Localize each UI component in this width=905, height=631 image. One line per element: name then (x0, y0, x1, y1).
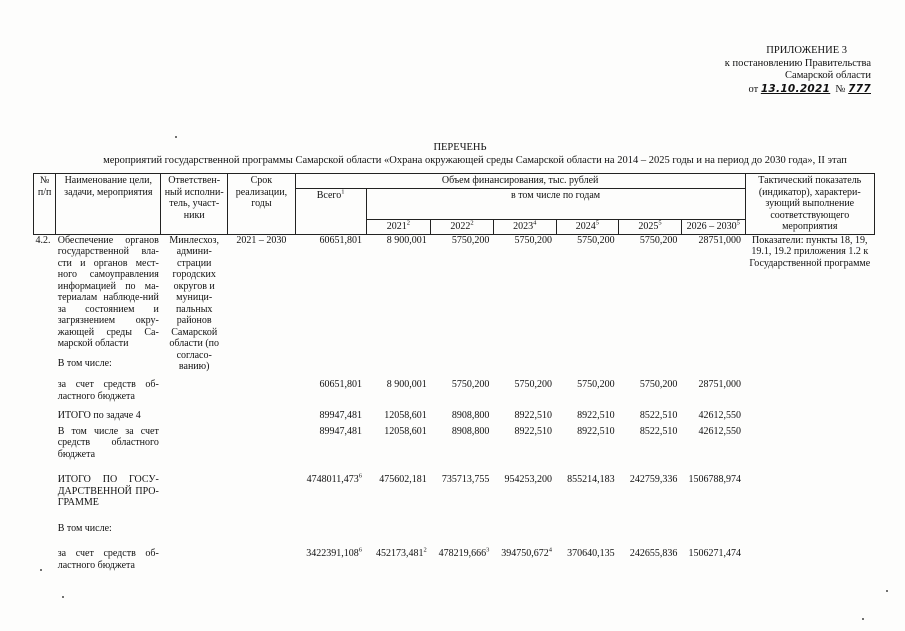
number-label: № (835, 83, 846, 95)
row-value: 1506788,974 (688, 474, 742, 485)
row-total: 89947,481 (319, 425, 363, 437)
incl-label: В том числе: (57, 357, 112, 369)
table-header (34, 174, 875, 235)
row-value: 475602,181 (379, 474, 427, 485)
handwritten-number: 777 (848, 82, 871, 95)
row-value: 5750,200 (514, 234, 553, 246)
row-value: 8922,510 (514, 410, 553, 421)
appendix-date-line (640, 83, 871, 97)
table-row (34, 234, 875, 350)
row-value: 28751,000 (698, 379, 742, 390)
header-period: Срок реализации, годы (228, 174, 296, 235)
row-executor: Минлесхоз, админи-страции городских округов и муници-пальных районов Самарской области (по согласо-ванию) (169, 234, 220, 372)
row-name: Обеспечение органов государственной вла-сти и органов мест-ного самоуправления информацией по ма-териалам наблюде-ний за состоянием и загрязнением окру-жающей среды Са-марской области (57, 234, 159, 349)
row-value: 12058,601 (384, 425, 427, 437)
row-value: 8 900,001 (386, 379, 427, 390)
row-name: В том числе за счет средств областного бюджета (57, 425, 159, 460)
header-year: 2022$^2$ (431, 220, 494, 235)
row-value: 8908,800 (451, 425, 490, 437)
row-value: 5750,200 (639, 379, 678, 390)
row-value: 5750,200 (514, 379, 553, 390)
row-value: 5750,200 (639, 234, 678, 246)
date-prefix: от (748, 83, 759, 95)
scan-speck (175, 136, 177, 138)
heading-title: ПЕРЕЧЕНЬ (433, 142, 487, 153)
row-value: 8522,510 (639, 410, 678, 421)
row-total: 3422391,108$^6$ (306, 546, 363, 559)
table-row (34, 548, 875, 571)
appendix-block (640, 45, 871, 96)
measures-table (33, 173, 875, 571)
row-value: 5750,200 (451, 234, 490, 246)
handwritten-date: 13.10.2021 (760, 82, 831, 95)
table-row (34, 474, 875, 509)
header-funding: Объем финансирования, тыс. рублей (295, 174, 745, 189)
scan-speck (40, 569, 42, 571)
row-value: 8922,510 (577, 425, 615, 437)
row-value: 12058,601 (384, 410, 427, 421)
header-year: 2021$^2$ (366, 220, 431, 235)
row-period: 2021 – 2030 (236, 234, 287, 246)
row-num: 4.2. (35, 234, 51, 246)
row-total: 89947,481 (319, 410, 363, 421)
row-name: за счет средств об-ластного бюджета (57, 548, 159, 571)
program-incl-label: В том числе: (57, 522, 112, 534)
table-row (34, 426, 875, 461)
scan-speck (886, 590, 888, 592)
row-value: 452173,481$^2$ (375, 546, 427, 559)
row-value: 5750,200 (451, 379, 490, 390)
row-value: 478219,666$^3$ (438, 546, 490, 559)
row-indicator: Показатели: пункты 18, 19, 19.1, 19.2 приложения 1.2 к Государственной программе (749, 234, 871, 269)
appendix-line1: к постановлению Правительства (724, 57, 871, 69)
header-year: 2026 – 2030$^5$ (681, 220, 745, 235)
row-value: 242759,336 (629, 474, 678, 485)
row-total: 60651,801 (319, 379, 363, 390)
row-value: 242655,836 (629, 548, 678, 559)
row-value: 8922,510 (577, 410, 615, 421)
row-value: 735713,755 (441, 474, 490, 485)
row-total: 4748011,473$^6$ (306, 472, 363, 485)
header-year: 2024$^5$ (556, 220, 619, 235)
table-row (34, 410, 875, 422)
header-executor: Ответствен-ный исполни-тель, участ-ники (161, 174, 228, 235)
row-name: ИТОГО ПО ГОСУ-ДАРСТВЕННОЙ ПРО-ГРАММЕ (57, 474, 159, 508)
row-name: ИТОГО по задаче 4 (57, 410, 141, 421)
row-value: 370640,135 (567, 548, 615, 559)
header-indicator: Тактический показатель (индикатор), характери-зующий выполнение соответствующего мероприятия (745, 174, 874, 235)
appendix-title: ПРИЛОЖЕНИЕ 3 (766, 45, 847, 56)
row-value: 8908,800 (451, 410, 490, 421)
table-row (34, 509, 875, 549)
row-value: 8 900,001 (386, 234, 427, 246)
header-year: 2023$^4$ (493, 220, 556, 235)
row-value: 1506271,474 (688, 548, 742, 559)
row-value: 42612,550 (698, 410, 742, 421)
row-value: 5750,200 (577, 234, 615, 246)
header-total: Всего$^1$ (295, 188, 366, 234)
row-value: 8922,510 (514, 425, 553, 437)
scan-speck (62, 596, 64, 598)
appendix-line2: Самарской области (785, 70, 871, 81)
document-heading (40, 142, 880, 167)
row-name: за счет средств об-ластного бюджета (57, 379, 159, 402)
header-year: 2025$^5$ (619, 220, 682, 235)
row-total: 60651,801 (319, 234, 363, 246)
row-value: 28751,000 (698, 234, 742, 246)
heading-subtitle: мероприятий государственной программы Самарской области «Охрана окружающей среды Самарской области на 2014 – 2025 годы и на период до 2030 года», II этап (103, 154, 847, 166)
row-value: 42612,550 (698, 425, 742, 437)
row-value: 5750,200 (577, 379, 615, 390)
header-num: № п/п (34, 174, 56, 235)
header-name: Наименование цели, задачи, мероприятия (56, 174, 161, 235)
scan-speck (862, 618, 864, 620)
row-value: 954253,200 (504, 474, 553, 485)
header-by-years: в том числе по годам (366, 188, 745, 220)
table-row (34, 379, 875, 402)
row-value: 394750,672$^4$ (501, 546, 553, 559)
row-value: 8522,510 (639, 425, 678, 437)
row-value: 855214,183 (567, 474, 615, 485)
table-row (34, 350, 875, 380)
